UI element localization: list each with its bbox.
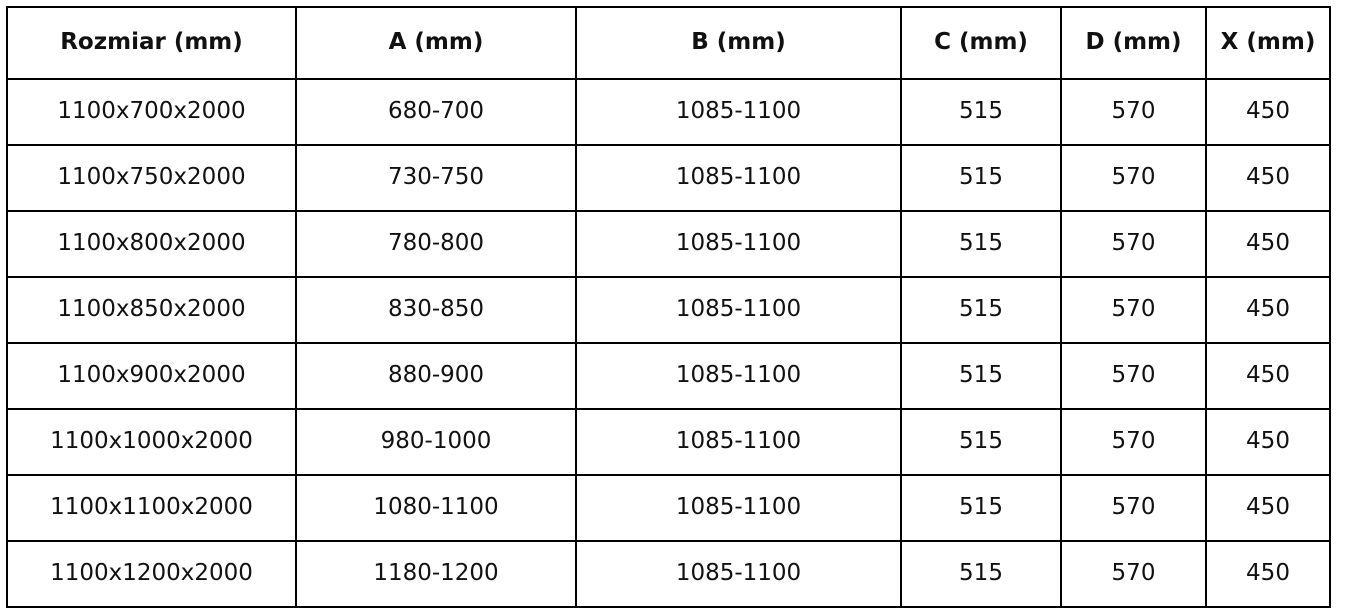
cell-a: 980-1000	[296, 409, 576, 475]
cell-c: 515	[901, 343, 1061, 409]
cell-d: 570	[1061, 145, 1206, 211]
cell-c: 515	[901, 475, 1061, 541]
cell-c: 515	[901, 211, 1061, 277]
table-row	[7, 277, 1330, 343]
table-header-row	[7, 7, 1330, 79]
table-row	[7, 79, 1330, 145]
cell-x: 450	[1206, 277, 1330, 343]
specification-table	[6, 6, 1331, 608]
column-header-rozmiar: Rozmiar (mm)	[7, 7, 296, 79]
cell-b: 1085-1100	[576, 409, 901, 475]
cell-a: 1180-1200	[296, 541, 576, 607]
cell-b: 1085-1100	[576, 541, 901, 607]
cell-d: 570	[1061, 343, 1206, 409]
cell-rozmiar: 1100x900x2000	[7, 343, 296, 409]
cell-d: 570	[1061, 211, 1206, 277]
cell-b: 1085-1100	[576, 277, 901, 343]
cell-d: 570	[1061, 79, 1206, 145]
cell-b: 1085-1100	[576, 145, 901, 211]
cell-c: 515	[901, 79, 1061, 145]
cell-x: 450	[1206, 541, 1330, 607]
column-header-d: D (mm)	[1061, 7, 1206, 79]
cell-x: 450	[1206, 409, 1330, 475]
cell-a: 830-850	[296, 277, 576, 343]
table-row	[7, 409, 1330, 475]
table-row	[7, 211, 1330, 277]
cell-d: 570	[1061, 475, 1206, 541]
cell-x: 450	[1206, 343, 1330, 409]
table-row	[7, 475, 1330, 541]
table-body	[7, 79, 1330, 607]
cell-b: 1085-1100	[576, 475, 901, 541]
column-header-b: B (mm)	[576, 7, 901, 79]
cell-d: 570	[1061, 277, 1206, 343]
column-header-a: A (mm)	[296, 7, 576, 79]
cell-c: 515	[901, 277, 1061, 343]
cell-a: 680-700	[296, 79, 576, 145]
cell-b: 1085-1100	[576, 79, 901, 145]
table-row	[7, 145, 1330, 211]
cell-b: 1085-1100	[576, 343, 901, 409]
cell-rozmiar: 1100x800x2000	[7, 211, 296, 277]
cell-x: 450	[1206, 475, 1330, 541]
table-row	[7, 541, 1330, 607]
cell-x: 450	[1206, 145, 1330, 211]
cell-d: 570	[1061, 541, 1206, 607]
column-header-x: X (mm)	[1206, 7, 1330, 79]
cell-rozmiar: 1100x1000x2000	[7, 409, 296, 475]
cell-a: 880-900	[296, 343, 576, 409]
cell-rozmiar: 1100x700x2000	[7, 79, 296, 145]
cell-c: 515	[901, 145, 1061, 211]
cell-x: 450	[1206, 211, 1330, 277]
cell-rozmiar: 1100x1200x2000	[7, 541, 296, 607]
cell-a: 1080-1100	[296, 475, 576, 541]
cell-c: 515	[901, 409, 1061, 475]
cell-rozmiar: 1100x1100x2000	[7, 475, 296, 541]
cell-x: 450	[1206, 79, 1330, 145]
cell-rozmiar: 1100x850x2000	[7, 277, 296, 343]
cell-d: 570	[1061, 409, 1206, 475]
cell-a: 780-800	[296, 211, 576, 277]
column-header-c: C (mm)	[901, 7, 1061, 79]
cell-b: 1085-1100	[576, 211, 901, 277]
cell-rozmiar: 1100x750x2000	[7, 145, 296, 211]
table-row	[7, 343, 1330, 409]
cell-a: 730-750	[296, 145, 576, 211]
table-header	[7, 7, 1330, 79]
cell-c: 515	[901, 541, 1061, 607]
